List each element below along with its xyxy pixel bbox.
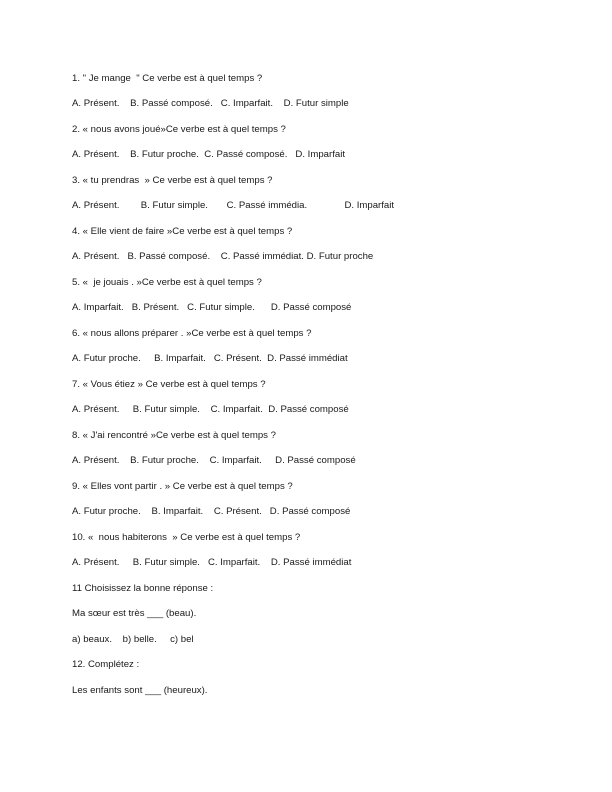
question-11: 11 Choisissez la bonne réponse :: [72, 583, 214, 594]
question-6: 6. « nous allons préparer . »Ce verbe est à quel temps ?: [72, 328, 312, 339]
question-3: 3. « tu prendras » Ce verbe est à quel temps ?: [72, 175, 273, 186]
question-7: 7. « Vous étiez » Ce verbe est à quel temps ?: [72, 379, 266, 390]
question-11-options: a) beaux. b) belle. c) bel: [72, 634, 194, 645]
question-10: 10. « nous habiterons » Ce verbe est à quel temps ?: [72, 532, 301, 543]
question-2-options: A. Présent. B. Futur proche. C. Passé composé. D. Imparfait: [72, 149, 345, 160]
question-11-prompt: Ma sœur est très ___ (beau).: [72, 608, 197, 619]
question-10-options: A. Présent. B. Futur simple. C. Imparfait. D. Passé immédiat: [72, 557, 352, 568]
question-4: 4. « Elle vient de faire »Ce verbe est à quel temps ?: [72, 226, 293, 237]
question-5: 5. « je jouais . »Ce verbe est à quel temps ?: [72, 277, 262, 288]
question-8: 8. « J'ai rencontré »Ce verbe est à quel temps ?: [72, 430, 276, 441]
question-8-options: A. Présent. B. Futur proche. C. Imparfait. D. Passé composé: [72, 455, 356, 466]
question-12: 12. Complétez :: [72, 659, 140, 670]
question-6-options: A. Futur proche. B. Imparfait. C. Présent. D. Passé immédiat: [72, 353, 348, 364]
question-12-prompt: Les enfants sont ___ (heureux).: [72, 685, 208, 696]
question-9-options: A. Futur proche. B. Imparfait. C. Présent. D. Passé composé: [72, 506, 351, 517]
question-2: 2. « nous avons joué»Ce verbe est à quel temps ?: [72, 124, 286, 135]
question-5-options: A. Imparfait. B. Présent. C. Futur simple. D. Passé composé: [72, 302, 352, 313]
question-7-options: A. Présent. B. Futur simple. C. Imparfait. D. Passé composé: [72, 404, 349, 415]
question-4-options: A. Présent. B. Passé composé. C. Passé immédiat. D. Futur proche: [72, 251, 374, 262]
question-1-options: A. Présent. B. Passé composé. C. Imparfait. D. Futur simple: [72, 98, 349, 109]
question-3-options: A. Présent. B. Futur simple. C. Passé immédia. D. Imparfait: [72, 200, 395, 211]
question-1: 1. " Je mange " Ce verbe est à quel temps ?: [72, 73, 263, 84]
question-9: 9. « Elles vont partir . » Ce verbe est à quel temps ?: [72, 481, 293, 492]
